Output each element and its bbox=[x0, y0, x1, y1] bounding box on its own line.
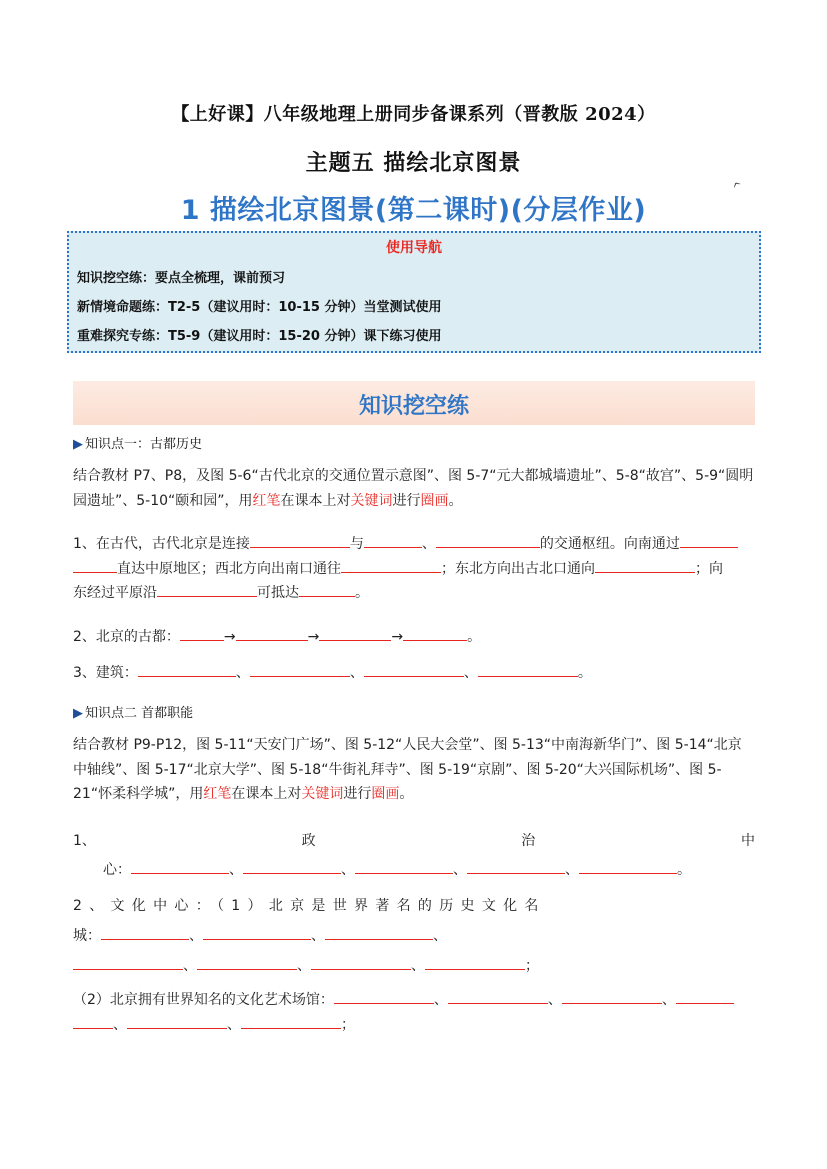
kp2-question-2: 2、文化中心：（1）北京是世界著名的历史文化名 bbox=[73, 898, 546, 914]
series-title: 【上好课】八年级地理上册同步备课系列（晋教版 2024） bbox=[171, 104, 656, 125]
answer-blank[interactable] bbox=[243, 859, 341, 874]
answer-blank[interactable] bbox=[250, 662, 350, 677]
kp1-question-1: 1、在古代，古代北京是连接 与 、 的交通枢纽。向南通过 直达中原地区；西北方向出南口通往 ；东北方向出古北口通向 ；向 东经过平原沿 可抵达 。 bbox=[73, 532, 755, 606]
kp2-question-1-blanks: 心： 、 、 、 、 。 bbox=[103, 858, 755, 883]
answer-blank[interactable] bbox=[241, 1014, 341, 1029]
answer-blank[interactable] bbox=[138, 662, 236, 677]
answer-blank[interactable] bbox=[334, 989, 434, 1004]
answer-blank[interactable] bbox=[250, 533, 350, 548]
answer-blank[interactable] bbox=[131, 859, 229, 874]
kp1-question-2: 2、北京的古都： → → → 。 bbox=[73, 625, 755, 650]
triangle-bullet-icon: ▶ bbox=[73, 437, 83, 452]
answer-blank[interactable] bbox=[73, 955, 183, 970]
answer-blank[interactable] bbox=[311, 955, 411, 970]
answer-blank[interactable] bbox=[436, 533, 540, 548]
usage-guide-title: 使用导航 bbox=[386, 240, 442, 256]
guide-line-preview: 知识挖空练：要点全梳理，课前预习 bbox=[77, 271, 286, 286]
kp2-question-2-blanks-a: 城： 、 、 、 bbox=[73, 924, 755, 949]
answer-blank[interactable] bbox=[319, 626, 391, 641]
guide-line-after-class: 重难探究专练：T5-9（建议用时：15-20 分钟）课下练习使用 bbox=[77, 329, 442, 344]
kp1-question-3: 3、建筑： 、 、 、 。 bbox=[73, 661, 755, 686]
answer-blank[interactable] bbox=[203, 925, 311, 940]
answer-blank[interactable] bbox=[562, 989, 662, 1004]
keyword-text: 关键词 bbox=[301, 786, 344, 802]
answer-blank[interactable] bbox=[680, 533, 738, 548]
answer-blank[interactable] bbox=[73, 1014, 113, 1029]
kp1-intro: 结合教材 P7、P8，及图 5-6“古代北京的交通位置示意图”、图 5-7“元大都城墙遗址”、5-8“故宫”、5-9“圆明园遗址”、5-10“颐和园”，用红笔在课本上对关键词进行圈画。 bbox=[73, 468, 754, 509]
answer-blank[interactable] bbox=[236, 626, 308, 641]
answer-blank[interactable] bbox=[478, 662, 578, 677]
answer-blank[interactable] bbox=[595, 558, 695, 573]
answer-blank[interactable] bbox=[403, 626, 467, 641]
usage-guide-box bbox=[67, 231, 761, 353]
answer-blank[interactable] bbox=[364, 533, 422, 548]
kp2-intro: 结合教材 P9-P12，图 5-11“天安门广场”、图 5-12“人民大会堂”、图 5-13“中南海新华门”、图 5-14“北京中轴线”、图 5-17“北京大学”、图 5-18“牛街礼拜寺”、图 5-19“京剧”、图 5-20“大兴国际机场”、图 5-21“怀柔科学城”，用红笔在课本上对关键词进行圈画。 bbox=[73, 737, 742, 802]
kp2-question-2-blanks-b: 、 、 、 ； bbox=[73, 954, 755, 979]
knowledge-point-2-heading: ▶ 知识点二 首都职能 bbox=[73, 706, 194, 721]
section-banner bbox=[73, 381, 755, 425]
topic-title: 主题五 描绘北京图景 bbox=[305, 150, 522, 176]
answer-blank[interactable] bbox=[341, 558, 441, 573]
guide-line-in-class: 新情境命题练：T2-5（建议用时：10-15 分钟）当堂测试使用 bbox=[77, 300, 442, 315]
red-pen-text: 红笔 bbox=[252, 492, 281, 509]
triangle-bullet-icon: ▶ bbox=[73, 706, 83, 721]
keyword-text: 关键词 bbox=[350, 492, 393, 509]
answer-blank[interactable] bbox=[325, 925, 433, 940]
kp2-question-3: （2）北京拥有世界知名的文化艺术场馆： 、 、 、 、 、 ； bbox=[73, 988, 755, 1037]
answer-blank[interactable] bbox=[467, 859, 565, 874]
answer-blank[interactable] bbox=[157, 582, 257, 597]
answer-blank[interactable] bbox=[299, 582, 355, 597]
answer-blank[interactable] bbox=[180, 626, 224, 641]
knowledge-point-1-heading: ▶ 知识点一：古都历史 bbox=[73, 437, 203, 452]
answer-blank[interactable] bbox=[676, 989, 734, 1004]
answer-blank[interactable] bbox=[127, 1014, 227, 1029]
lesson-title: 1 描绘北京图景(第二课时)(分层作业) bbox=[180, 195, 647, 226]
answer-blank[interactable] bbox=[448, 989, 548, 1004]
section-banner-title: 知识挖空练 bbox=[358, 394, 469, 419]
answer-blank[interactable] bbox=[101, 925, 189, 940]
circle-text: 圈画 bbox=[420, 492, 449, 509]
answer-blank[interactable] bbox=[355, 859, 453, 874]
corner-mark: ^ bbox=[730, 178, 746, 196]
answer-blank[interactable] bbox=[73, 558, 117, 573]
kp2-question-1-line: 1、 政 治 中 bbox=[73, 833, 755, 849]
red-pen-text: 红笔 bbox=[203, 786, 232, 802]
answer-blank[interactable] bbox=[197, 955, 297, 970]
answer-blank[interactable] bbox=[579, 859, 677, 874]
answer-blank[interactable] bbox=[364, 662, 464, 677]
circle-text: 圈画 bbox=[371, 786, 400, 802]
answer-blank[interactable] bbox=[425, 955, 525, 970]
